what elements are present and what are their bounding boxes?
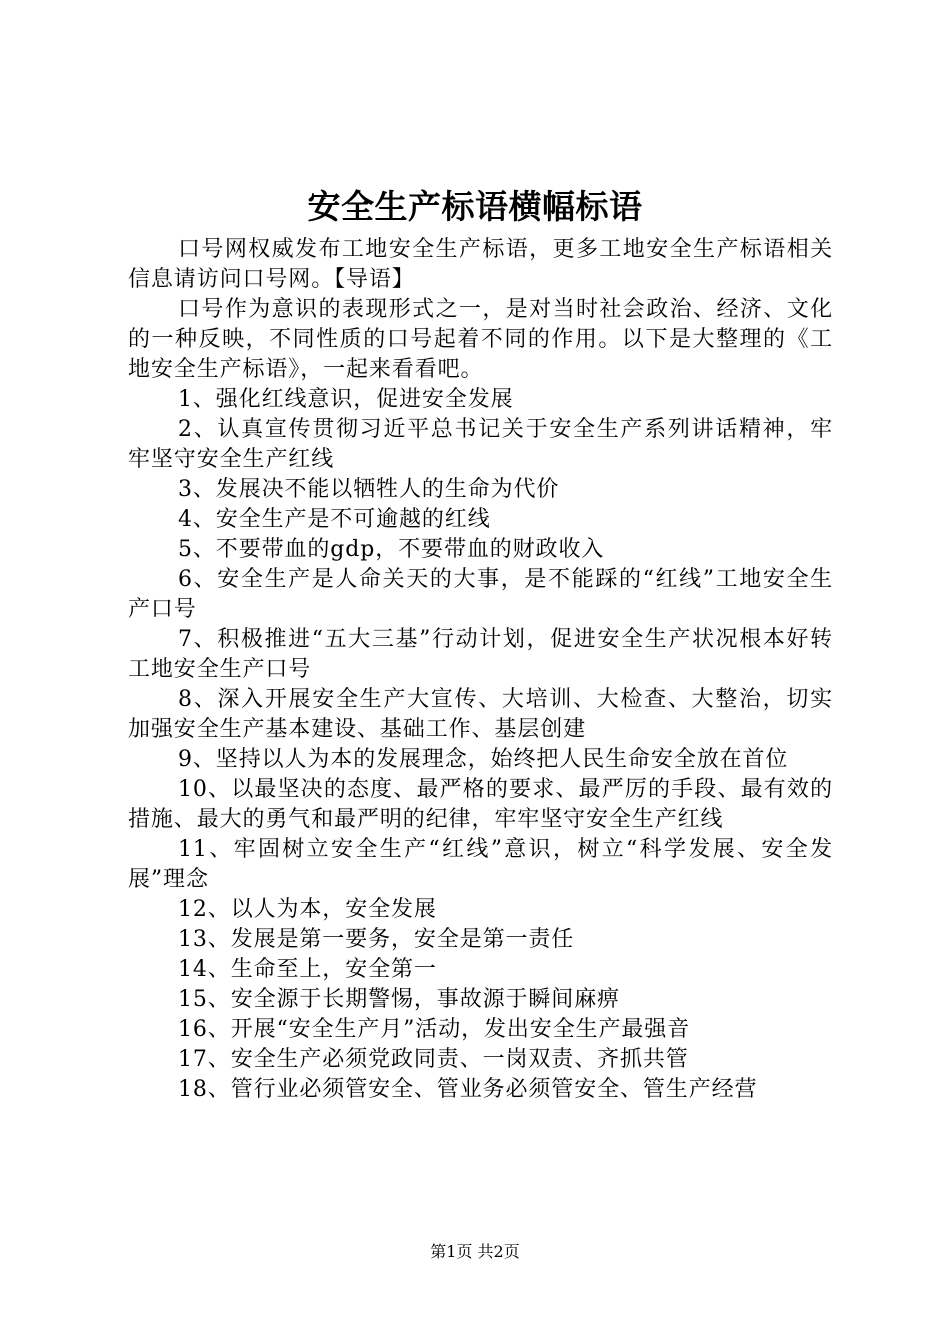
slogan-item: 13、发展是第一要务，安全是第一责任	[178, 927, 575, 952]
document-body	[128, 235, 833, 1105]
slogan-item: 12、以人为本，安全发展	[178, 897, 437, 922]
slogan-item: 11、牢固树立安全生产“红线”意识，树立“科学发展、安全发展”理念	[128, 837, 833, 892]
slogan-item: 9、坚持以人为本的发展理念，始终把人民生命安全放在首位	[178, 747, 789, 772]
slogan-item: 2、认真宣传贯彻习近平总书记关于安全生产系列讲话精神，牢牢坚守安全生产红线	[128, 417, 833, 472]
paragraph-intro: 口号网权威发布工地安全生产标语，更多工地安全生产标语相关信息请访问口号网。【导语】	[128, 237, 833, 292]
slogan-item: 15、安全源于长期警惕，事故源于瞬间麻痹	[178, 987, 620, 1012]
slogan-item: 4、安全生产是不可逾越的红线	[178, 507, 491, 532]
slogan-item: 3、发展决不能以牺牲人的生命为代价	[178, 477, 560, 502]
slogan-item: 16、开展“安全生产月”活动，发出安全生产最强音	[178, 1017, 691, 1042]
slogan-item: 8、深入开展安全生产大宣传、大培训、大检查、大整治，切实加强安全生产基本建设、基础工作、基层创建	[128, 687, 833, 742]
document-title: 安全生产标语横幅标语	[307, 187, 643, 226]
slogan-item: 17、安全生产必须党政同责、一岗双责、齐抓共管	[178, 1047, 689, 1072]
slogan-item: 5、不要带血的gdp，不要带血的财政收入	[178, 537, 605, 562]
page-footer: 第1页 共2页	[430, 1242, 520, 1261]
slogan-item: 10、以最坚决的态度、最严格的要求、最严厉的手段、最有效的措施、最大的勇气和最严明的纪律，牢牢坚守安全生产红线	[128, 777, 833, 832]
slogan-item: 14、生命至上，安全第一	[178, 957, 437, 982]
slogan-item: 1、强化红线意识，促进安全发展	[178, 387, 514, 412]
slogan-item: 7、积极推进“五大三基”行动计划，促进安全生产状况根本好转工地安全生产口号	[128, 627, 833, 682]
paragraph-lead: 口号作为意识的表现形式之一，是对当时社会政治、经济、文化的一种反映，不同性质的口号起着不同的作用。以下是大整理的《工地安全生产标语》，一起来看看吧。	[128, 297, 833, 382]
slogan-item: 6、安全生产是人命关天的大事，是不能踩的“红线”工地安全生产口号	[128, 567, 833, 622]
slogan-item: 18、管行业必须管安全、管业务必须管安全、管生产经营	[178, 1077, 758, 1102]
